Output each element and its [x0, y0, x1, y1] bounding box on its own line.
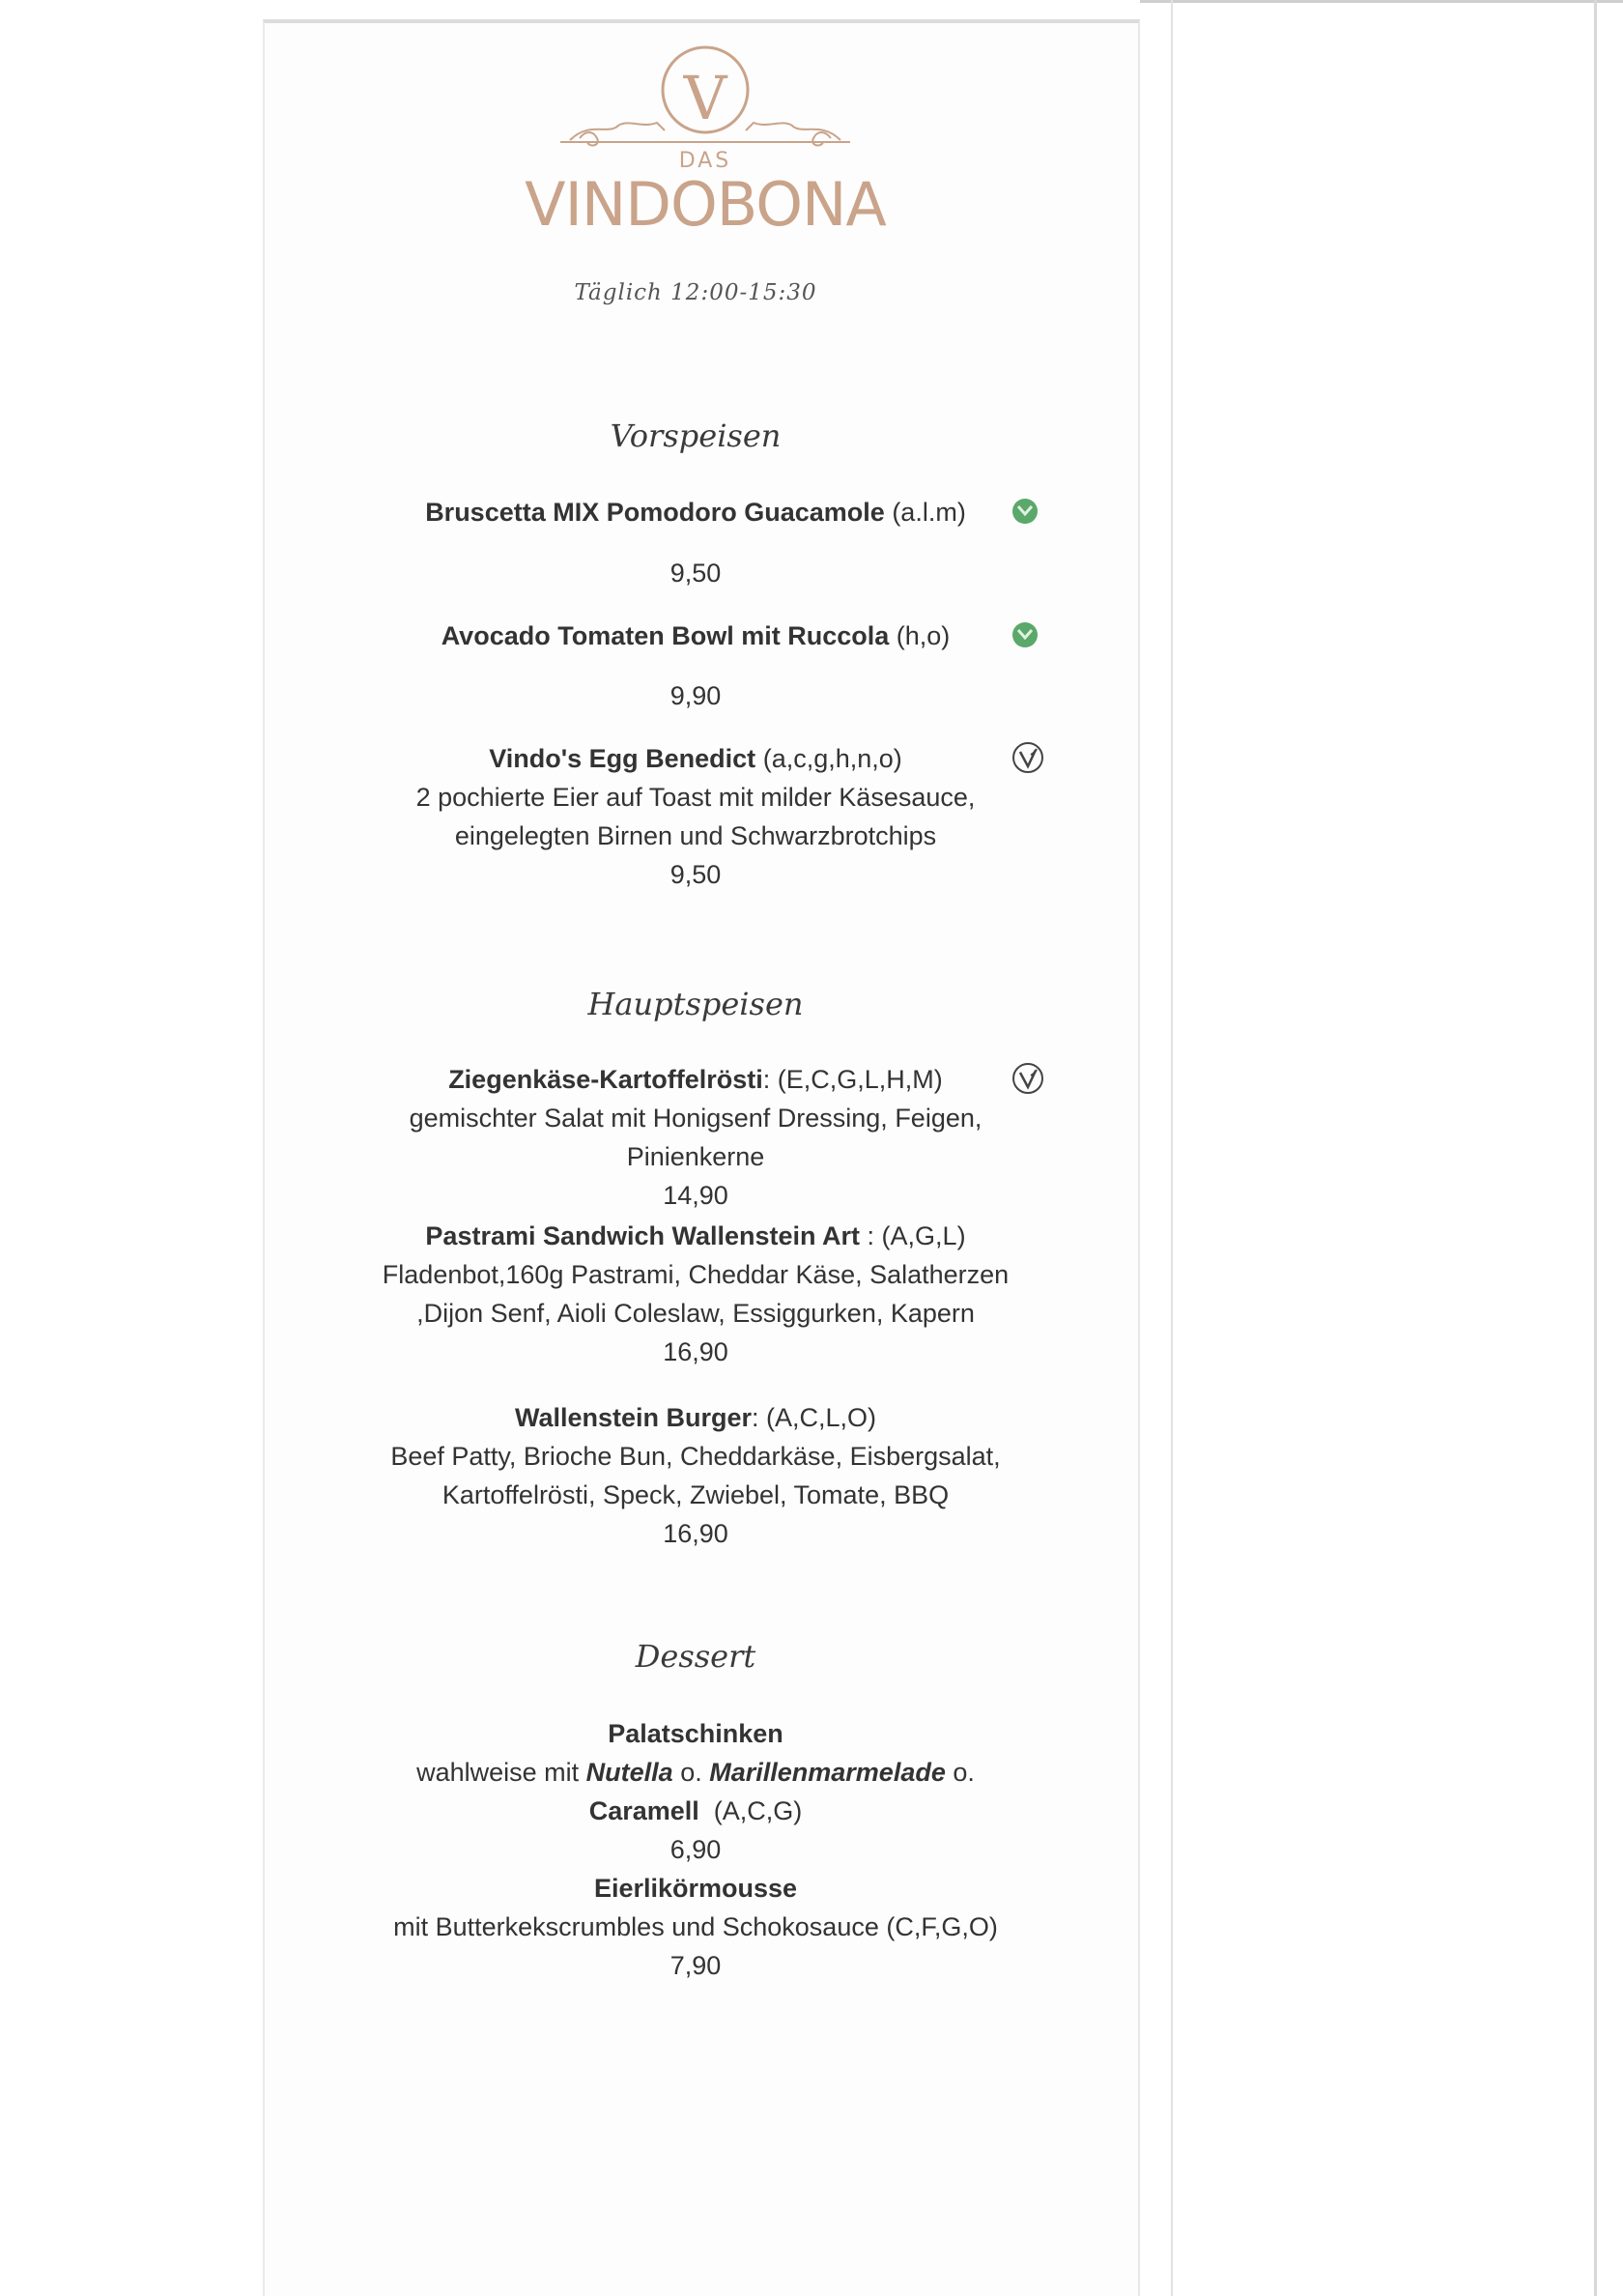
logo-name: VINDOBONA — [525, 169, 886, 237]
item-allergens: : (A,C,L,O) — [752, 1403, 877, 1432]
item-description: Pinienkerne — [626, 1142, 765, 1171]
vindobona-logo — [502, 43, 908, 237]
item-name: Ziegenkäse-Kartoffelrösti — [448, 1065, 763, 1094]
item-description: 2 pochierte Eier auf Toast mit milder Käsesauce, — [415, 783, 976, 812]
item-allergens: (a.l.m) — [892, 498, 966, 527]
item-allergens: : (A,G,L) — [860, 1221, 966, 1250]
item-description: wahlweise mit — [416, 1758, 586, 1787]
item-price: 16,90 — [663, 1519, 728, 1548]
item-description: Beef Patty, Brioche Bun, Cheddarkäse, Eisbergsalat, — [390, 1442, 1001, 1471]
item-name: Vindo's Egg Benedict — [489, 744, 756, 773]
item-name: Avocado Tomaten Bowl mit Ruccola — [441, 621, 890, 650]
item-price: 7,90 — [669, 1951, 722, 1980]
vegetarian-v-icon — [1011, 1062, 1044, 1095]
item-option: Caramell — [588, 1796, 699, 1825]
item-separator: o. — [945, 1758, 975, 1787]
item-description: mit Butterkekscrumbles und Schokosauce (C,F,G,O) — [393, 1912, 998, 1941]
menu-item-wallenstein-burger — [328, 1398, 1063, 1553]
scan-edge — [1171, 0, 1173, 2296]
menu-item-pastrami-sandwich — [328, 1217, 1063, 1371]
item-description: ,Dijon Senf, Aioli Coleslaw, Essiggurken, Kapern — [416, 1299, 975, 1328]
item-price: 9,90 — [669, 681, 722, 710]
item-option: Nutella — [585, 1758, 673, 1787]
section-title-dessert: Dessert — [635, 1638, 756, 1675]
menu-item-bruscetta — [328, 493, 1063, 531]
menu-item-ziegenkaese-roesti — [328, 1060, 1063, 1215]
item-price: 9,50 — [669, 860, 722, 889]
item-allergens: (A,C,G) — [698, 1796, 803, 1825]
item-description: eingelegten Birnen und Schwarzbrotchips — [454, 821, 937, 850]
scan-edge — [1140, 0, 1623, 3]
item-name: Bruscetta MIX Pomodoro Guacamole — [425, 498, 885, 527]
vegetarian-v-icon — [1011, 741, 1044, 774]
item-price: 16,90 — [663, 1337, 728, 1366]
section-title-hauptspeisen: Hauptspeisen — [587, 986, 804, 1022]
item-description: Kartoffelrösti, Speck, Zwiebel, Tomate, BBQ — [441, 1480, 950, 1509]
item-description: Fladenbot,160g Pastrami, Cheddar Käse, Salatherzen — [382, 1260, 1010, 1289]
logo-das: DAS — [678, 149, 732, 173]
item-name: Wallenstein Burger — [514, 1403, 753, 1432]
item-allergens: : (E,C,G,L,H,M) — [762, 1065, 943, 1094]
item-name: Eierlikörmousse — [593, 1874, 798, 1903]
vegan-leaf-icon — [1010, 618, 1040, 649]
item-allergens: (h,o) — [896, 621, 951, 650]
section-title-vorspeisen: Vorspeisen — [610, 417, 782, 454]
opening-hours: Täglich 12:00-15:30 — [574, 280, 817, 305]
item-allergens: (a,c,g,h,n,o) — [762, 744, 902, 773]
menu-item-avocado-bowl — [328, 617, 1063, 655]
vegan-leaf-icon — [1010, 495, 1040, 526]
item-price: 6,90 — [669, 1835, 722, 1864]
item-option: Marillenmarmelade — [709, 1758, 946, 1787]
menu-item-eierlikoermousse — [328, 1869, 1063, 1985]
menu-item-egg-benedict — [328, 739, 1063, 894]
item-price: 9,50 — [669, 559, 722, 588]
item-price: 14,90 — [663, 1181, 728, 1210]
logo-monogram: V — [683, 63, 727, 133]
scan-edge — [1594, 0, 1597, 2296]
item-separator: o. — [672, 1758, 710, 1787]
item-description: gemischter Salat mit Honigsenf Dressing, Feigen, — [409, 1104, 982, 1133]
item-name: Palatschinken — [608, 1719, 783, 1748]
item-name: Pastrami Sandwich Wallenstein Art — [425, 1221, 861, 1250]
menu-item-palatschinken — [328, 1714, 1063, 1869]
